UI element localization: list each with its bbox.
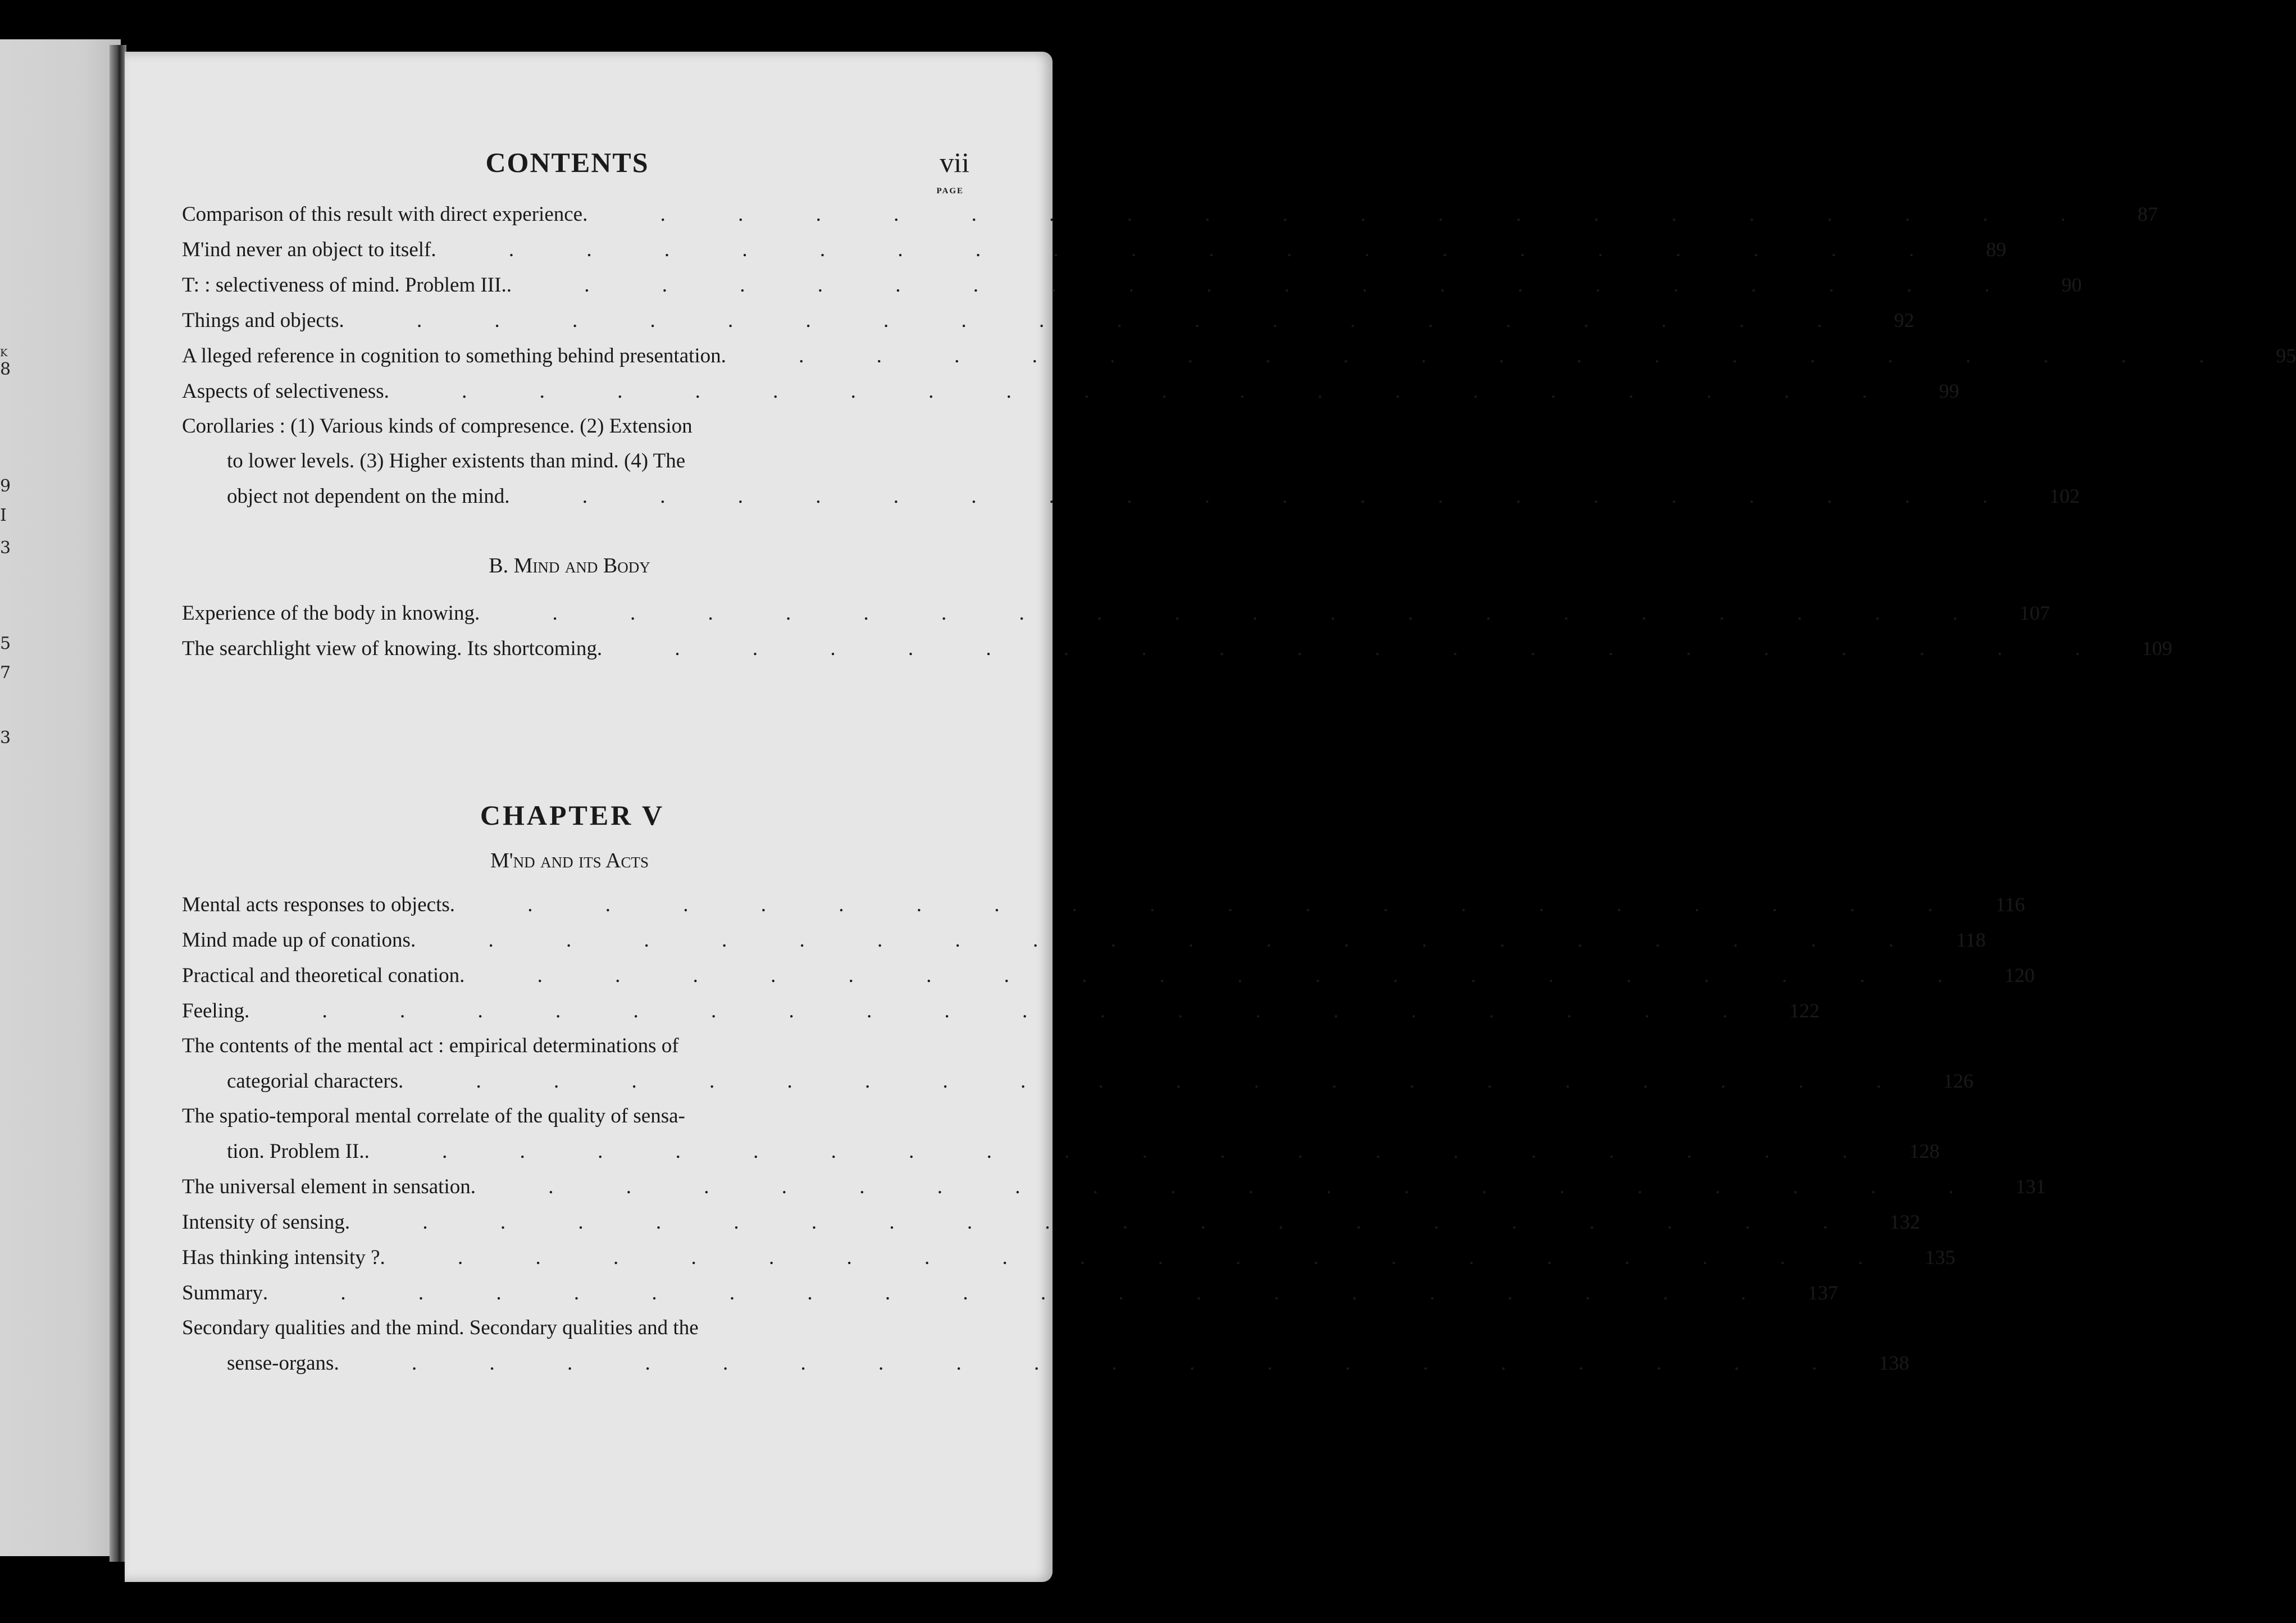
scan-border (0, 1582, 1070, 1623)
entry-page-number: 107 (2019, 602, 2050, 624)
page-text-block (182, 52, 2296, 1582)
entry-line (182, 1345, 1910, 1381)
entry-title: The universal element in sensation (182, 1175, 471, 1198)
entry-title: T: : selectiveness of mind. Problem III. (182, 274, 507, 297)
entry-page-number: 131 (2015, 1175, 2046, 1198)
dot-leader: . . . . . . . . . . . . . . . . . . . . (470, 1175, 1988, 1198)
entry-title: Corollaries : (1) Various kinds of compresence. (2) Extension (182, 415, 693, 438)
entry-title: sense-organs (227, 1352, 334, 1375)
entry-line (182, 958, 2035, 993)
entry-line (182, 409, 980, 444)
entry-page-number: 99 (1939, 380, 1960, 402)
entry-page-number: 138 (1879, 1352, 1910, 1374)
entry-page-number: 132 (1889, 1211, 1920, 1233)
dot-leader: . . . . . . . . . . . . . . . . . . . . (380, 1246, 1897, 1269)
entry-title: categorial characters (227, 1070, 399, 1093)
dot-leader: . . . . . . . . . . . . . . . . . . . . (474, 602, 1992, 625)
entry-title: The searchlight view of knowing. Its shortcoming (182, 637, 597, 660)
dot-leader: . . . . . . . . . . . . . . . . . . . . (596, 637, 2114, 660)
entry-page-number: 90 (2061, 274, 2082, 296)
entry-page-number: 120 (2004, 964, 2035, 986)
contents-entries-chapter (182, 887, 2046, 1381)
page-number: vii (940, 147, 969, 178)
contents-entry (182, 887, 2025, 922)
entry-page-number: 109 (2142, 637, 2172, 660)
chapter-heading: CHAPTER V (480, 799, 665, 831)
entry-title: M'ind never an object to itself (182, 238, 431, 261)
entry-line (182, 232, 2007, 267)
entry-line (182, 303, 1915, 338)
entry-line (182, 993, 1820, 1029)
entry-title: Comparison of this result with direct experience (182, 203, 583, 226)
entry-page-number: 87 (2137, 203, 2158, 225)
contents-entry (182, 1240, 1956, 1275)
entry-title: A lleged reference in cognition to something behind presentation (182, 344, 721, 367)
contents-entry (182, 303, 1915, 338)
dot-leader: . . . . . . . . . . . . . . . . . . . . (334, 1352, 1851, 1375)
contents-entry (182, 958, 2035, 993)
contents-entry (182, 267, 2082, 303)
dot-leader: . . . . . . . . . . . . . . . . . . . . (506, 274, 2024, 297)
running-title: CONTENTS (485, 147, 649, 178)
contents-entry (182, 1029, 1974, 1099)
entry-line (182, 197, 2158, 232)
entry-page-number: 116 (1995, 893, 2025, 916)
dot-leader: . . . . . . . . . . . . . . . . . . . . (339, 309, 1856, 332)
entry-page-number: 92 (1894, 309, 1915, 331)
contents-entry (182, 1204, 1920, 1240)
entry-line (182, 1275, 1838, 1311)
dot-leader: . . . . . . . . . . . . . . . . . . . . (459, 964, 1976, 987)
book-gutter (110, 45, 126, 1562)
contents-entries-section-b (182, 595, 2172, 666)
entry-line (182, 1063, 1974, 1099)
dot-leader: . . . . . . . . . . . . . . . . . . . . (398, 1070, 1915, 1093)
entry-page-number: 126 (1943, 1070, 1974, 1092)
contents-entries-group (182, 197, 2296, 514)
chapter-subheading: M'nd and its Acts (490, 849, 649, 872)
entry-page-number: 137 (1807, 1281, 1838, 1304)
entry-line (182, 595, 2050, 631)
contents-entry (182, 922, 1986, 958)
entry-title: Has thinking intensity ? (182, 1246, 380, 1269)
dot-leader: . . . . . . . . . . . . . . . . . . . . (410, 929, 1928, 952)
margin-char: I (0, 506, 7, 525)
dot-leader: . . . . . . . . . . . . . . . . . . . . (244, 999, 1761, 1022)
contents-entry (182, 631, 2172, 666)
entry-title: Summary (182, 1281, 263, 1304)
entry-title: Feeling (182, 999, 244, 1022)
entry-page-number: 118 (1956, 929, 1986, 951)
entry-title: Mind made up of conations (182, 929, 411, 952)
margin-char: 3 (0, 538, 11, 558)
contents-entry (182, 197, 2158, 232)
entry-page-number: 135 (1925, 1246, 1956, 1269)
contents-entry (182, 409, 2080, 514)
entry-line (182, 479, 2080, 514)
dot-leader: . . . . . . . . . . . . . . . . . . . . (344, 1211, 1862, 1234)
entry-title: Practical and theoretical conation (182, 964, 460, 987)
entry-title: to lower levels. (3) Higher existents than mind. (4) The (227, 449, 686, 472)
contents-entry (182, 374, 1960, 409)
entry-line (182, 887, 2025, 922)
entry-line (182, 374, 1960, 409)
entry-line (182, 338, 2296, 374)
entry-title: The contents of the mental act : empirical determinations of (182, 1034, 679, 1057)
entry-page-number: 89 (1986, 238, 2007, 261)
entry-page-number: 128 (1909, 1140, 1940, 1162)
margin-char: 7 (0, 663, 11, 683)
contents-entry (182, 338, 2296, 374)
entry-page-number: 122 (1789, 999, 1820, 1022)
margin-char: K (0, 347, 8, 359)
entry-line (182, 1169, 2046, 1204)
dot-leader: . . . . . . . . . . . . . . . . . . . . (384, 380, 1901, 403)
dot-leader: . . . . . . . . . . . . . . . . . . . . (721, 344, 2238, 367)
entry-title: Intensity of sensing (182, 1211, 345, 1234)
contents-entry (182, 595, 2050, 631)
entry-title: Things and objects (182, 309, 339, 332)
contents-entry (182, 993, 1820, 1029)
entry-line (182, 1099, 980, 1134)
entry-line (182, 1240, 1956, 1275)
entry-line (182, 1029, 980, 1063)
contents-entry (182, 232, 2007, 267)
dot-leader: . . . . . . . . . . . . . . . . . . . . (431, 238, 1948, 261)
entry-line (182, 1311, 980, 1345)
entry-title: tion. Problem II. (227, 1140, 365, 1163)
entry-title: Mental acts responses to objects (182, 893, 450, 916)
section-heading: B. Mind and Body (489, 554, 650, 578)
entry-page-number: 95 (2276, 344, 2296, 367)
facing-page-edge (0, 39, 121, 1556)
entry-title: object not dependent on the mind (227, 485, 505, 508)
entry-line (182, 1204, 1920, 1240)
contents-entry (182, 1099, 1940, 1169)
margin-char: 8 (0, 360, 11, 379)
entry-line (182, 444, 980, 479)
margin-char: 5 (0, 634, 11, 653)
contents-entry (182, 1311, 1910, 1381)
contents-entry (182, 1275, 1838, 1311)
page-column-label: PAGE (936, 187, 964, 196)
entry-line (182, 267, 2082, 303)
dot-leader: . . . . . . . . . . . . . . . . . . . . (504, 485, 2021, 508)
dot-leader: . . . . . . . . . . . . . . . . . . . . (262, 1281, 1780, 1304)
margin-char: 9 (0, 476, 11, 496)
entry-title: Secondary qualities and the mind. Secondary qualities and the (182, 1316, 699, 1339)
dot-leader: . . . . . . . . . . . . . . . . . . . . (449, 893, 1967, 916)
dot-leader: . . . . . . . . . . . . . . . . . . . . (582, 203, 2099, 226)
entry-title: The spatio-temporal mental correlate of the quality of sensa- (182, 1104, 685, 1128)
entry-title: Experience of the body in knowing (182, 602, 475, 625)
margin-char: 3 (0, 728, 11, 748)
contents-entry (182, 1169, 2046, 1204)
entry-title: Aspects of selectiveness (182, 380, 384, 403)
dot-leader: . . . . . . . . . . . . . . . . . . . . (364, 1140, 1882, 1163)
entry-line (182, 631, 2172, 666)
entry-line (182, 1134, 1940, 1169)
entry-page-number: 102 (2049, 485, 2080, 507)
entry-line (182, 922, 1986, 958)
book-page (125, 52, 2296, 1582)
